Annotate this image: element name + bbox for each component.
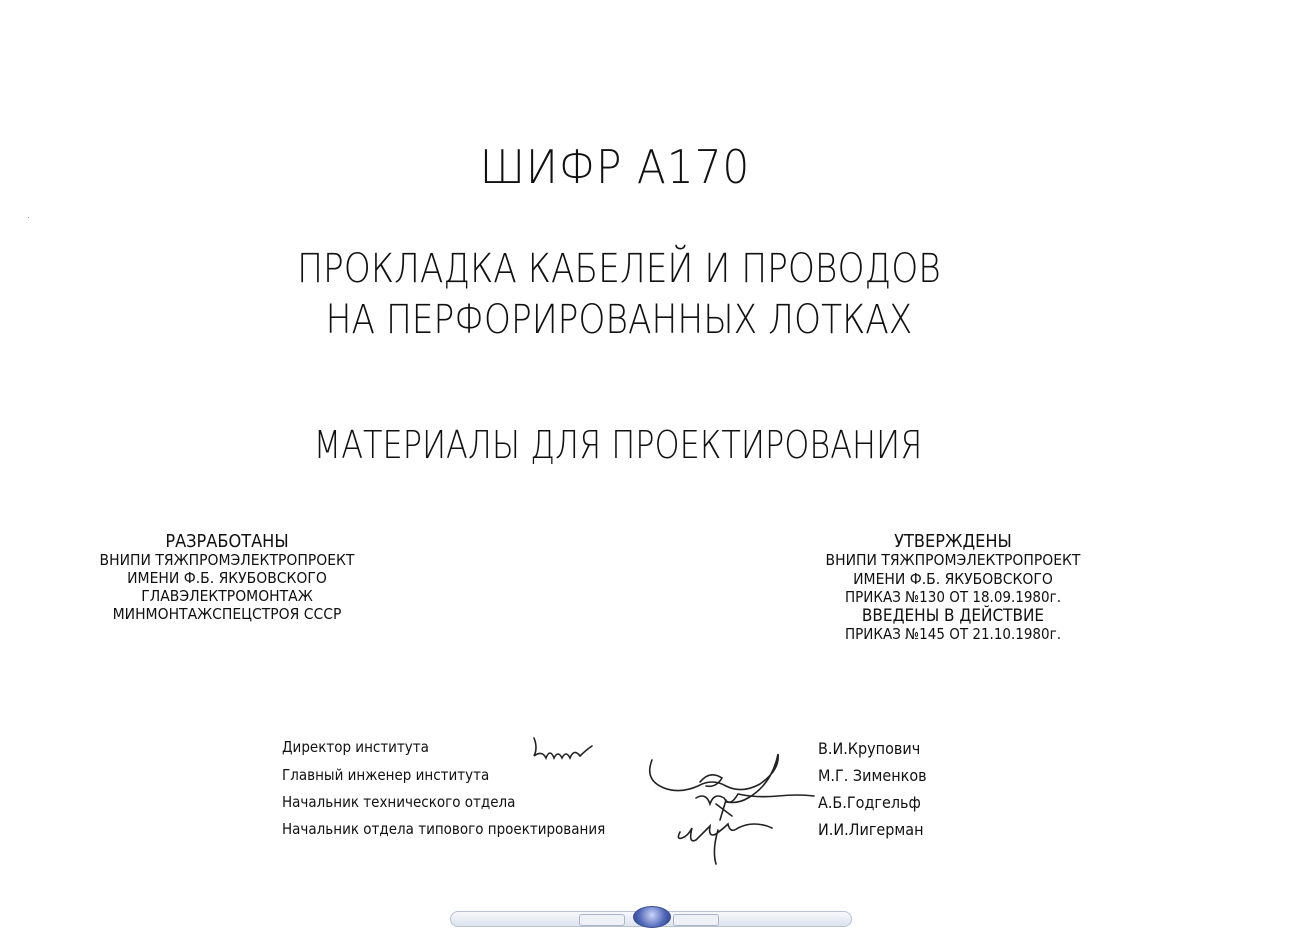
- document-subtitle: МАТЕРИАЛЫ ДЛЯ ПРОЕКТИРОВАНИЯ: [313, 423, 923, 467]
- horizontal-scrollbar[interactable]: [450, 911, 852, 927]
- approved-order: ПРИКАЗ №130 ОТ 18.09.1980г.: [845, 588, 1061, 606]
- developed-line-2: ИМЕНИ Ф.Б. ЯКУБОВСКОГО: [127, 569, 327, 587]
- developed-line-4: МИНМОНТАЖСПЕЦСТРОЯ СССР: [112, 605, 342, 623]
- handwritten-signatures: [520, 730, 820, 870]
- signatory-position-4: Начальник отдела типового проектирования: [282, 820, 606, 838]
- scroll-right-segment[interactable]: [673, 914, 719, 926]
- approved-line-1: ВНИПИ ТЯЖПРОМЭЛЕКТРОПРОЕКТ: [825, 551, 1081, 569]
- signature-typical-design-head: [678, 824, 772, 864]
- signature-director: [534, 738, 592, 758]
- enacted-order: ПРИКАЗ №145 ОТ 21.10.1980г.: [845, 625, 1061, 643]
- approved-block: [808, 532, 1098, 644]
- signatory-name-2: М.Г. Зименков: [818, 766, 927, 785]
- approved-heading: УТВЕРЖДЕНЫ: [894, 531, 1012, 552]
- developed-line-1: ВНИПИ ТЯЖПРОМЭЛЕКТРОПРОЕКТ: [99, 551, 355, 569]
- scroll-thumb[interactable]: [633, 906, 671, 928]
- document-title-line-1: ПРОКЛАДКА КАБЕЛЕЙ И ПРОВОДОВ: [297, 246, 941, 292]
- document-title-line-2: НА ПЕРФОРИРОВАННЫХ ЛОТКАХ: [325, 297, 913, 343]
- signature-tech-head: [696, 794, 814, 804]
- scan-speck: [28, 217, 29, 218]
- signature-chief-engineer-loop: [700, 775, 722, 787]
- signatory-position-1: Директор института: [282, 738, 429, 756]
- signatory-name-1: В.И.Крупович: [818, 739, 921, 758]
- enacted-heading: ВВЕДЕНЫ В ДЕЙСТВИЕ: [861, 605, 1045, 626]
- signature-chief-engineer: [650, 754, 778, 803]
- document-code: ШИФР А170: [479, 140, 751, 194]
- developed-line-3: ГЛАВЭЛЕКТРОМОНТАЖ: [141, 587, 313, 605]
- document-title: [87, 244, 1152, 346]
- signatory-position-3: Начальник технического отдела: [282, 793, 516, 811]
- scroll-left-segment[interactable]: [579, 914, 625, 926]
- developed-block: [92, 532, 362, 623]
- developed-heading: РАЗРАБОТАНЫ: [165, 531, 289, 552]
- signatory-position-2: Главный инженер института: [282, 766, 490, 784]
- signatory-name-3: А.Б.Годгельф: [818, 793, 921, 812]
- signatory-name-4: И.И.Лигерман: [818, 820, 924, 839]
- approved-line-2: ИМЕНИ Ф.Б. ЯКУБОВСКОГО: [853, 569, 1053, 588]
